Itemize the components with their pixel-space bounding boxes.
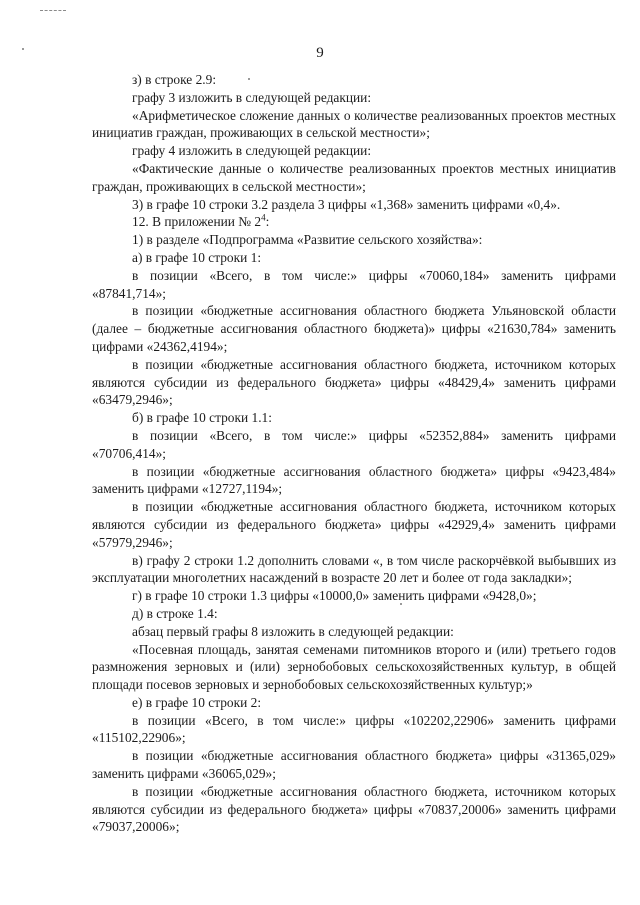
paragraph: в позиции «бюджетные ассигнования областного бюджета, источником которых являются субсидии из федерального бюджета» цифры «70837,20006» заменить цифрами «79037,20006»; — [92, 783, 616, 835]
paragraph: в позиции «бюджетные ассигнования областного бюджета Ульяновской области (далее – бюджетные ассигнования областного бюджета)» цифры «21630,784» заменить цифрами «24362,4194»; — [92, 303, 616, 354]
paragraph: «Арифметическое сложение данных о количестве реализованных проектов местных инициатив граждан, проживающих в сельской местности»; — [92, 107, 616, 141]
paragraph: в позиции «Всего, в том числе:» цифры «70060,184» заменить цифрами «87841,714»; — [92, 267, 616, 301]
paragraph: в позиции «бюджетные ассигнования областного бюджета, источником которых являются субсидии из федерального бюджета» цифры «48429,4» заменить цифрами «63479,2946»; — [92, 356, 616, 408]
paragraph: г) в графе 10 строки 1.3 цифры «10000,0» заменить цифрами «9428,0»; — [132, 588, 537, 604]
paragraph: е) в графе 10 строки 2: — [132, 694, 262, 710]
paragraph: в позиции «бюджетные ассигнования областного бюджета» цифры «31365,029» заменить цифрами «36065,029»; — [92, 748, 616, 782]
paragraph: в) графу 2 строки 1.2 дополнить словами «, в том числе раскорчёвкой выбывших из эксплуатации многолетних насаждений в возрасте 20 лет и более от года закладки»; — [92, 552, 616, 586]
scan-speck — [248, 78, 250, 80]
paragraph: 3) в графе 10 строки 3.2 раздела 3 цифры «1,368» заменить цифрами «0,4». — [132, 196, 561, 212]
paragraph: а) в графе 10 строки 1: — [132, 249, 262, 265]
paragraph: графу 3 изложить в следующей редакции: — [132, 89, 372, 105]
paragraph: в позиции «Всего, в том числе:» цифры «52352,884» заменить цифрами «70706,414»; — [92, 427, 616, 461]
paragraph: абзац первый графы 8 изложить в следующей редакции: — [132, 623, 454, 639]
paragraph: з) в строке 2.9: — [132, 72, 217, 87]
paragraph: в позиции «бюджетные ассигнования областного бюджета» цифры «9423,484» заменить цифрами «12727,1194»; — [92, 463, 616, 497]
appendix-superscript: 4 — [261, 212, 266, 223]
paragraph: б) в графе 10 строки 1.1: — [132, 410, 272, 426]
paragraph: «Посевная площадь, занятая семенами питомников второго и (или) третьего годов размножения зерновых и (или) зернобобовых сельскохозяйственных культур, в общей площади посевов зерновых и зернобобовых сельскохозяйственных культур;» — [92, 641, 616, 693]
document-body — [92, 71, 616, 836]
paragraph: графу 4 изложить в следующей редакции: — [132, 143, 372, 159]
page-number: 9 — [316, 45, 324, 61]
scan-speck — [400, 603, 402, 605]
appendix-heading-text: 12. В приложении № 2 — [132, 214, 262, 230]
paragraph: 1) в разделе «Подпрограмма «Развитие сельского хозяйства»: — [132, 232, 483, 248]
paragraph: в позиции «бюджетные ассигнования областного бюджета, источником которых являются субсидии из федерального бюджета» цифры «42929,4» заменить цифрами «57979,2946»; — [92, 499, 616, 550]
paragraph: д) в строке 1.4: — [132, 605, 218, 621]
paragraph: «Фактические данные о количестве реализованных проектов местных инициатив граждан, проживающих в сельской местности»; — [92, 160, 616, 194]
paragraph: в позиции «Всего, в том числе:» цифры «102202,22906» заменить цифрами «115102,22906»; — [92, 712, 616, 746]
appendix-heading-suffix: : — [265, 214, 270, 230]
scan-header-mark — [40, 10, 66, 12]
paragraph-appendix-heading — [92, 213, 616, 231]
scan-speck — [22, 48, 24, 50]
